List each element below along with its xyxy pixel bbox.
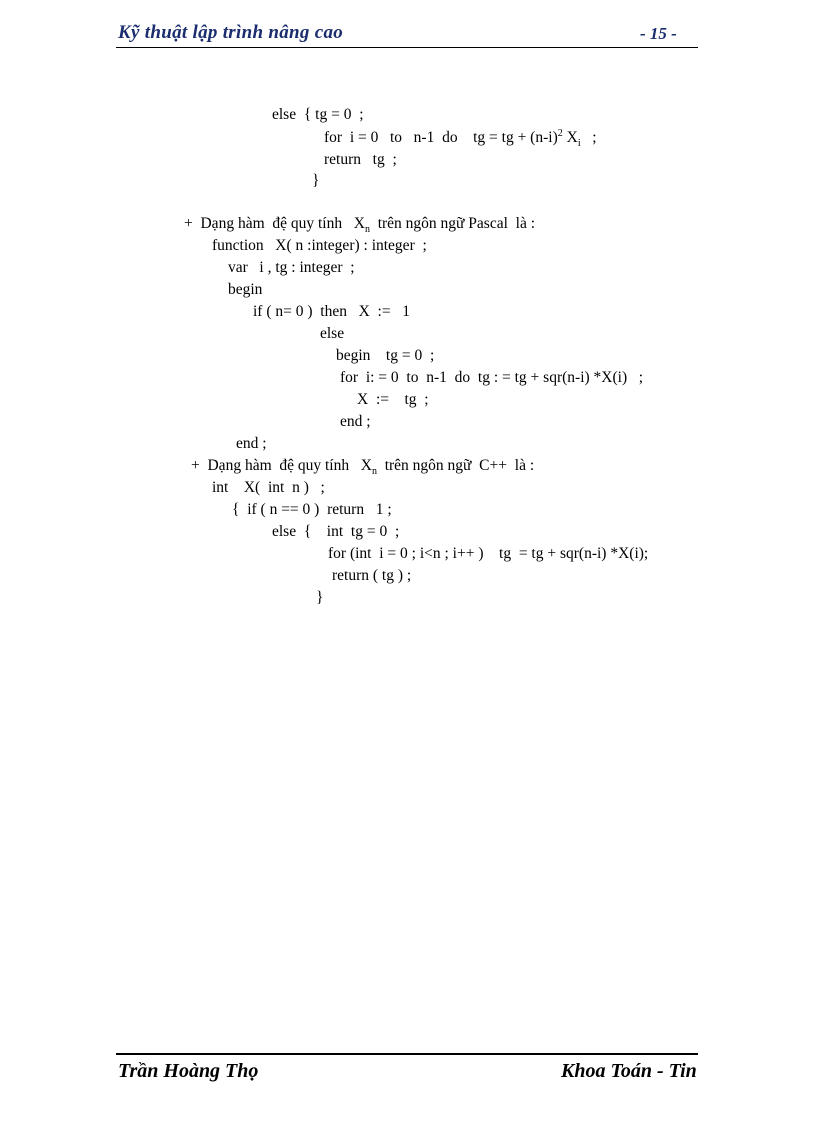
header-title: Kỹ thuật lập trình nâng cao bbox=[118, 22, 344, 43]
c-close-brace: } bbox=[312, 172, 320, 189]
c-for-prefix: for i = 0 to n-1 do tg = tg + (n-i) bbox=[324, 129, 558, 146]
c-for-suffix: ; bbox=[580, 129, 597, 146]
page-number: - 15 - bbox=[640, 24, 677, 43]
cpp-else-line: else { int tg = 0 ; bbox=[272, 523, 400, 540]
cpp-for-line: for (int i = 0 ; i<n ; i++ ) tg = tg + sqr(n-i) *X(i); bbox=[328, 545, 649, 562]
c-else-line: else { tg = 0 ; bbox=[272, 106, 364, 123]
header-divider bbox=[116, 47, 698, 48]
c-for-mid: X bbox=[562, 129, 578, 146]
pascal-for-line: for i: = 0 to n-1 do tg : = tg + sqr(n-i) *X(i) ; bbox=[340, 369, 644, 386]
pascal-function-line: function X( n :integer) : integer ; bbox=[212, 237, 427, 254]
c-for-line bbox=[324, 128, 597, 148]
cpp-heading-subscript: n bbox=[371, 466, 377, 478]
cpp-return-line: return ( tg ) ; bbox=[332, 567, 412, 584]
pascal-assign-line: X := tg ; bbox=[357, 391, 429, 408]
pascal-var-line: var i , tg : integer ; bbox=[228, 259, 355, 276]
pascal-heading-suffix: trên ngôn ngữ Pascal là : bbox=[369, 215, 536, 232]
cpp-if-line: { if ( n == 0 ) return 1 ; bbox=[232, 501, 392, 518]
pascal-begin-line: begin bbox=[228, 281, 263, 298]
pascal-else-line: else bbox=[320, 325, 345, 342]
footer-divider bbox=[116, 1053, 698, 1055]
c-for-exponent: 2 bbox=[557, 127, 563, 139]
footer-department: Khoa Toán - Tin bbox=[561, 1060, 697, 1082]
footer-author: Trần Hoàng Thọ bbox=[118, 1060, 259, 1082]
cpp-heading-suffix: trên ngôn ngữ C++ là : bbox=[376, 457, 535, 474]
cpp-close-brace: } bbox=[316, 589, 324, 606]
pascal-inner-begin: begin tg = 0 ; bbox=[336, 347, 435, 364]
c-return-line: return tg ; bbox=[324, 151, 397, 168]
pascal-heading-subscript: n bbox=[364, 224, 370, 236]
pascal-if-line: if ( n= 0 ) then X := 1 bbox=[253, 303, 410, 320]
cpp-signature: int X( int n ) ; bbox=[212, 479, 325, 496]
pascal-heading bbox=[184, 214, 535, 234]
c-for-subscript: i bbox=[577, 138, 581, 150]
cpp-heading-prefix: + Dạng hàm đệ quy tính X bbox=[191, 457, 372, 474]
cpp-heading bbox=[191, 456, 534, 476]
pascal-end-line: end ; bbox=[236, 435, 267, 452]
pascal-inner-end: end ; bbox=[340, 413, 371, 430]
pascal-heading-prefix: + Dạng hàm đệ quy tính X bbox=[184, 215, 365, 232]
